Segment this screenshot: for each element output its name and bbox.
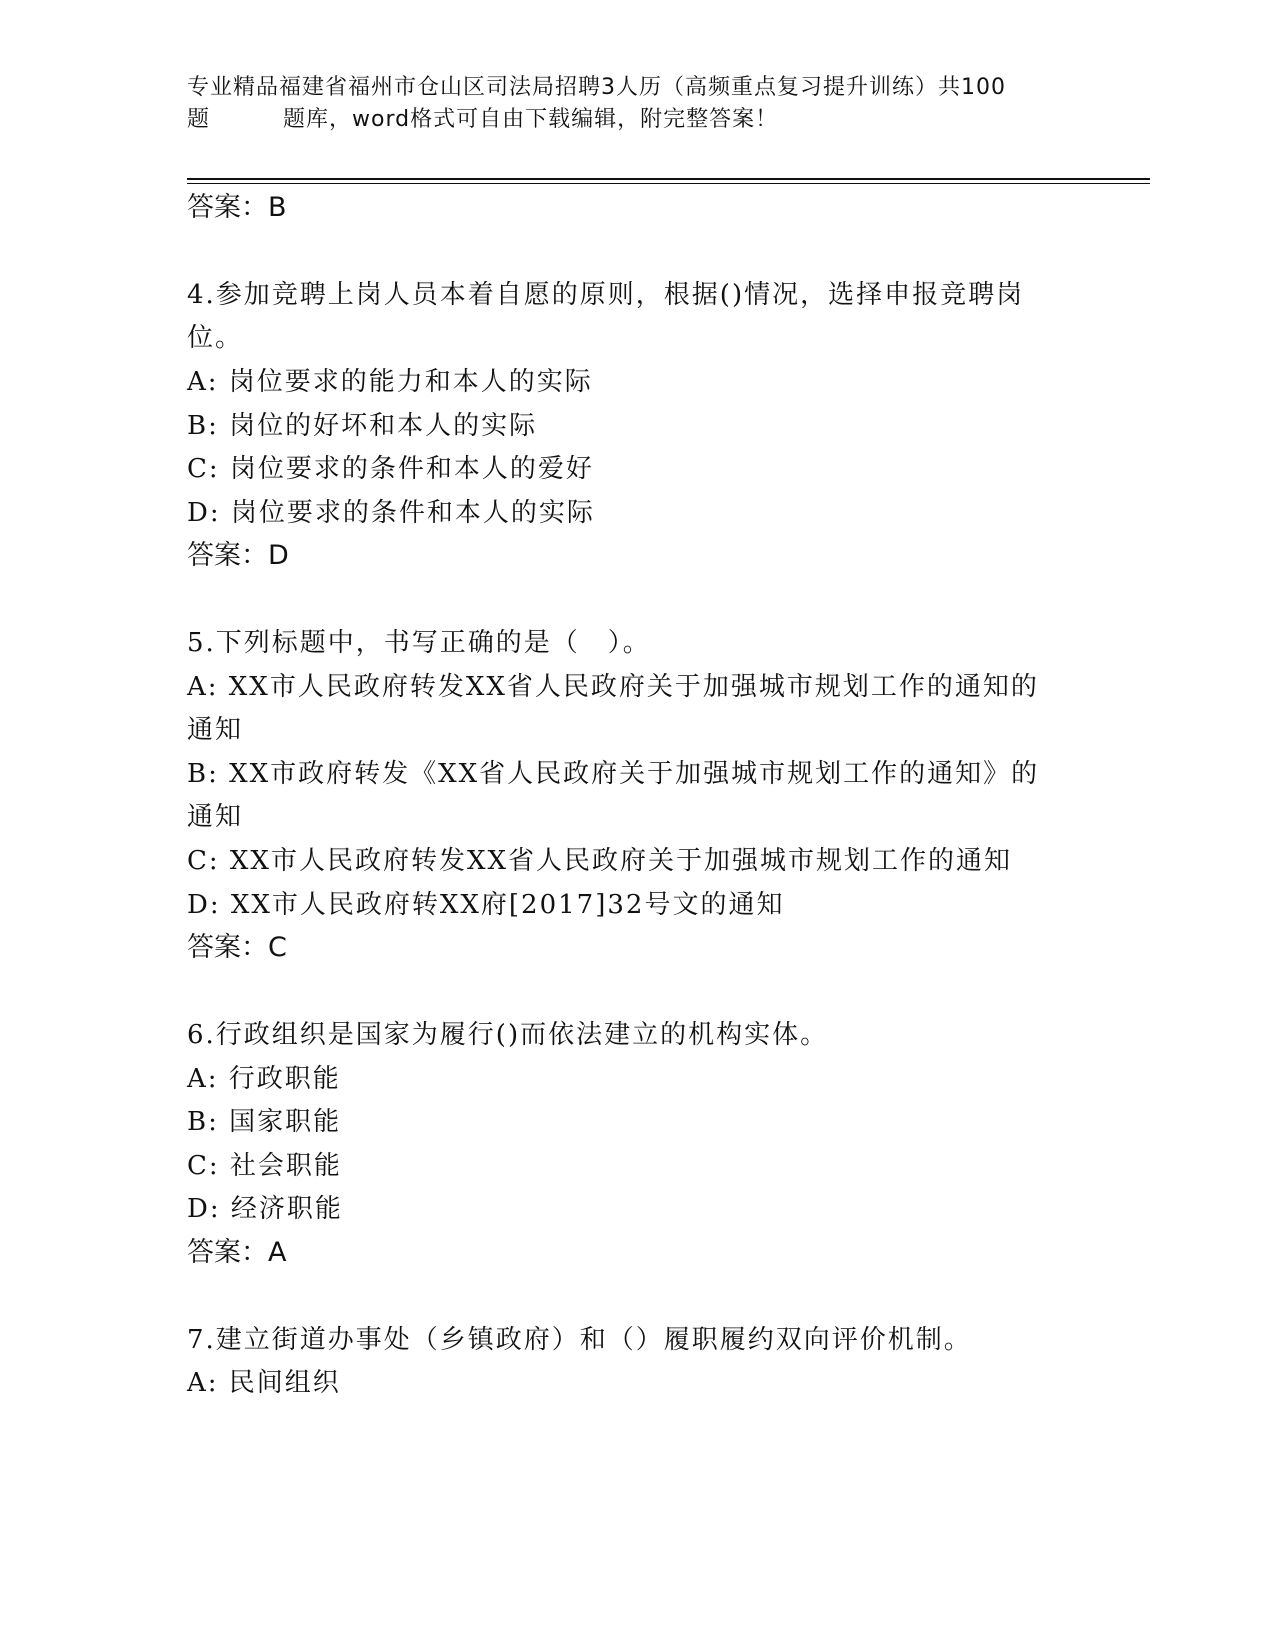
header-rule-thin <box>187 183 1150 184</box>
q6-stem: 6.行政组织是国家为履行()而依法建立的机构实体。 <box>187 1020 829 1050</box>
q5-option-d: D: XX市人民政府转XX府[2017]32号文的通知 <box>187 890 785 920</box>
q4-answer: 答案：D <box>187 540 289 571</box>
q4-option-c: C: 岗位要求的条件和本人的爱好 <box>187 454 594 484</box>
q4-option-b: B: 岗位的好坏和本人的实际 <box>187 411 538 441</box>
q5-stem: 5.下列标题中，书写正确的是（ ）。 <box>187 628 651 658</box>
q7-stem: 7.建立街道办事处（乡镇政府）和（）履职履约双向评价机制。 <box>187 1325 972 1355</box>
q5-option-b-line1: B: XX市政府转发《XX省人民政府关于加强城市规划工作的通知》的 <box>187 759 1040 789</box>
q4-option-a: A: 岗位要求的能力和本人的实际 <box>187 367 593 397</box>
q6-option-a: A: 行政职能 <box>187 1064 341 1094</box>
page-header <box>187 72 1087 136</box>
q4-option-d: D: 岗位要求的条件和本人的实际 <box>187 498 595 528</box>
header-title-line2 <box>187 104 1087 136</box>
header-line2-right: 题库，word格式可自由下载编辑，附完整答案！ <box>283 107 779 132</box>
q6-option-b: B: 国家职能 <box>187 1107 342 1137</box>
answer-prev: 答案：B <box>187 192 287 223</box>
q4-stem-line2: 位。 <box>187 323 244 353</box>
header-line2-left: 题 <box>187 107 211 132</box>
q5-option-c: C: XX市人民政府转发XX省人民政府关于加强城市规划工作的通知 <box>187 846 1012 876</box>
q5-option-a-line2: 通知 <box>187 715 244 745</box>
q6-answer: 答案：A <box>187 1237 287 1268</box>
header-title-line1: 专业精品福建省福州市仓山区司法局招聘3人历（高频重点复习提升训练）共100 <box>187 75 1006 100</box>
q4-stem-line1: 4.参加竞聘上岗人员本着自愿的原则，根据()情况，选择申报竞聘岗 <box>187 280 1025 310</box>
q5-option-b-line2: 通知 <box>187 802 244 832</box>
header-rule-thick <box>187 178 1150 180</box>
q5-answer: 答案：C <box>187 932 287 963</box>
q5-option-a-line1: A: XX市人民政府转发XX省人民政府关于加强城市规划工作的通知的 <box>187 672 1039 702</box>
q6-option-d: D: 经济职能 <box>187 1194 343 1224</box>
q7-option-a: A: 民间组织 <box>187 1368 341 1398</box>
q6-option-c: C: 社会职能 <box>187 1151 342 1181</box>
